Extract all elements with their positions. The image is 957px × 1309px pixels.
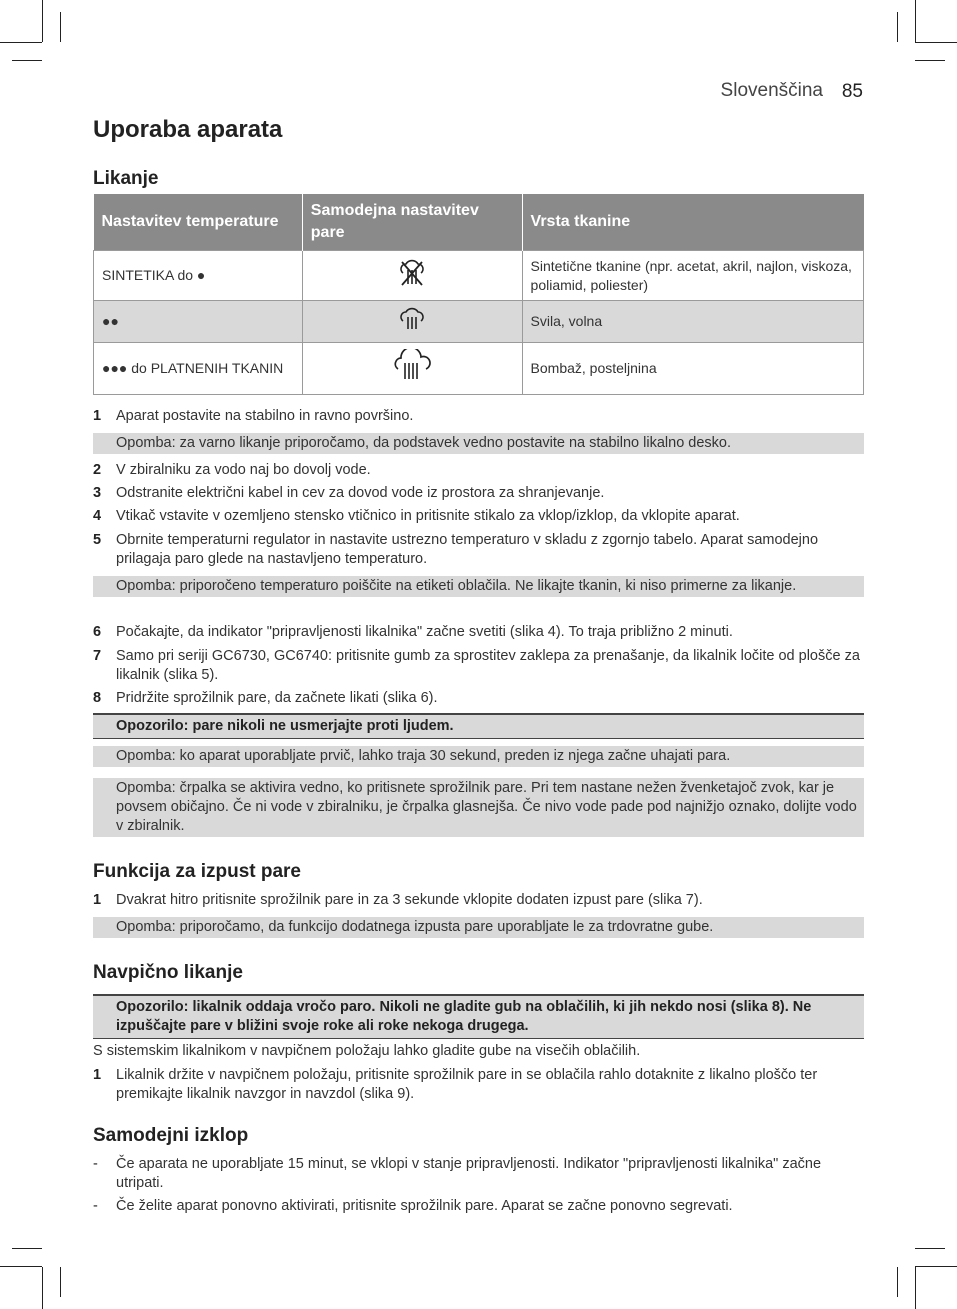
medium-steam-icon: [395, 306, 429, 332]
crop-mark: [12, 60, 42, 61]
crop-mark: [915, 1267, 916, 1309]
table-header: Nastavitev temperature: [94, 194, 303, 251]
no-steam-icon: [396, 258, 428, 288]
step-text: Pridržite sprožilnik pare, da začnete likati (slika 6).: [116, 690, 438, 706]
table-header: Samodejna nastavitev pare: [302, 194, 522, 251]
step-text: Aparat postavite na stabilno in ravno površino.: [116, 408, 414, 424]
fabric-type: Svila, volna: [522, 301, 863, 343]
step-text: Odstranite električni kabel in cev za dovod vode iz prostora za shranjevanje.: [116, 485, 605, 501]
max-steam-icon: [391, 349, 433, 383]
list-item: [93, 407, 864, 426]
step-text: Dvakrat hitro pritisnite sprožilnik pare in za 3 sekunde vklopite dodaten izpust pare (slika 7).: [116, 892, 703, 908]
step-number: 4: [93, 508, 102, 524]
crop-mark: [915, 42, 957, 43]
crop-mark: [897, 12, 898, 42]
step-text: Likalnik držite v navpičnem položaju, pritisnite sprožilnik pare in se oblačila rahlo dotaknite z likalno ploščo ter premikajte likalnik navzgor in navzdol (slika 9).: [116, 1067, 818, 1102]
list-item: [93, 891, 864, 910]
step-text: V zbiralniku za vodo naj bo dovolj vode.: [116, 462, 371, 478]
table-row: [94, 301, 864, 343]
temperature-setting: ●●: [94, 301, 303, 343]
list-item: [93, 623, 864, 642]
temperature-setting: ●●● do PLATNENIH TKANIN: [94, 343, 303, 395]
crop-mark: [897, 1267, 898, 1297]
warning-box: Opozorilo: likalnik oddaja vročo paro. Nikoli ne gladite gub na oblačilih, ki jih nekdo nosi (slika 8). Ne izpuščajte pare v bližini svoje roke ali roke nekoga drugega.: [93, 994, 864, 1039]
section-heading-auto-off: Samodejni izklop: [93, 1125, 249, 1146]
list-item: [93, 689, 864, 708]
crop-mark: [42, 1267, 43, 1309]
list-item: [93, 1155, 864, 1193]
note-box: Opomba: priporočamo, da funkcijo dodatnega izpusta pare uporabljate le za trdovratne gube.: [93, 917, 864, 938]
step-number: 6: [93, 624, 102, 640]
list-item: [93, 484, 864, 503]
section-heading-vertical: Navpično likanje: [93, 962, 243, 983]
crop-mark: [60, 12, 61, 42]
list-item: [93, 1066, 864, 1104]
step-text: Vtikač vstavite v ozemljeno stensko vtičnico in pritisnite stikalo za vklop/izklop, da vklopite aparat.: [116, 508, 740, 524]
language-label: Slovenščina: [720, 80, 823, 101]
section-heading-steam-boost: Funkcija za izpust pare: [93, 861, 301, 882]
step-number: 3: [93, 485, 102, 501]
temperature-setting: SINTETIKA do ●: [94, 251, 303, 301]
list-item: [93, 531, 864, 569]
page-number: 85: [841, 81, 863, 102]
step-text: Samo pri seriji GC6730, GC6740: pritisnite gumb za sprostitev zaklepa za prenašanje, da likalnik ločite od plošče za likalnik (slika 5).: [116, 648, 860, 683]
table-header-row: [94, 194, 864, 251]
table-row: [94, 343, 864, 395]
list-item: [93, 647, 864, 685]
bullet: -: [93, 1156, 98, 1172]
note-box: Opomba: za varno likanje priporočamo, da podstavek vedno postavite na stabilno likalno desko.: [93, 433, 864, 454]
fabric-type: Sintetične tkanine (npr. acetat, akril, najlon, viskoza, poliamid, poliester): [522, 251, 863, 301]
fabric-type: Bombaž, posteljnina: [522, 343, 863, 395]
step-number: 1: [93, 1067, 102, 1083]
step-text: Počakajte, da indikator "pripravljenosti likalnika" začne svetiti (slika 4). To traja približno 2 minuti.: [116, 624, 733, 640]
section-heading-ironing: Likanje: [93, 168, 159, 189]
paragraph: S sistemskim likalnikom v navpičnem položaju lahko gladite gube na visečih oblačilih.: [93, 1043, 641, 1059]
page-title: Uporaba aparata: [93, 116, 283, 143]
table-header: Vrsta tkanine: [522, 194, 863, 251]
bullet-text: Če aparata ne uporabljate 15 minut, se vklopi v stanje pripravljenosti. Indikator "pripravljenosti likalnika" začne utripati.: [116, 1156, 822, 1191]
warning-box: Opozorilo: pare nikoli ne usmerjajte proti ljudem.: [93, 713, 864, 739]
crop-mark: [0, 1266, 42, 1267]
step-number: 2: [93, 462, 102, 478]
step-number: 7: [93, 648, 102, 664]
step-number: 1: [93, 408, 102, 424]
crop-mark: [915, 0, 916, 42]
list-item: [93, 507, 864, 526]
step-number: 8: [93, 690, 102, 706]
crop-mark: [42, 0, 43, 42]
step-number: 1: [93, 892, 102, 908]
ironing-settings-table: [93, 194, 864, 395]
crop-mark: [0, 42, 42, 43]
table-row: [94, 251, 864, 301]
bullet-text: Če želite aparat ponovno aktivirati, pritisnite sprožilnik pare. Aparat se začne ponovno segrevati.: [116, 1198, 733, 1214]
crop-mark: [60, 1267, 61, 1297]
crop-mark: [12, 1248, 42, 1249]
list-item: [93, 1197, 864, 1216]
list-item: [93, 461, 864, 480]
note-box: Opomba: ko aparat uporabljate prvič, lahko traja 30 sekund, preden iz njega začne uhajati para.: [93, 746, 864, 767]
step-text: Obrnite temperaturni regulator in nastavite ustrezno temperaturo v skladu z zgornjo tabelo. Aparat samodejno prilagaja paro glede na nastavljeno temperaturo.: [116, 532, 819, 567]
crop-mark: [915, 1248, 945, 1249]
note-box: Opomba: priporočeno temperaturo poiščite na etiketi oblačila. Ne likajte tkanin, ki niso primerne za likanje.: [93, 576, 864, 597]
crop-mark: [915, 60, 945, 61]
bullet: -: [93, 1198, 98, 1214]
step-number: 5: [93, 532, 102, 548]
crop-mark: [915, 1266, 957, 1267]
note-box: Opomba: črpalka se aktivira vedno, ko pritisnete sprožilnik pare. Pri tem nastane nežen žvenketajoč zvok, kar je povsem običajno. Če ni vode v zbiralniku, je črpalka glasnejša. Če nivo vode pade pod najnižjo oznako, dolijte vodo v zbiralnik.: [93, 778, 864, 837]
